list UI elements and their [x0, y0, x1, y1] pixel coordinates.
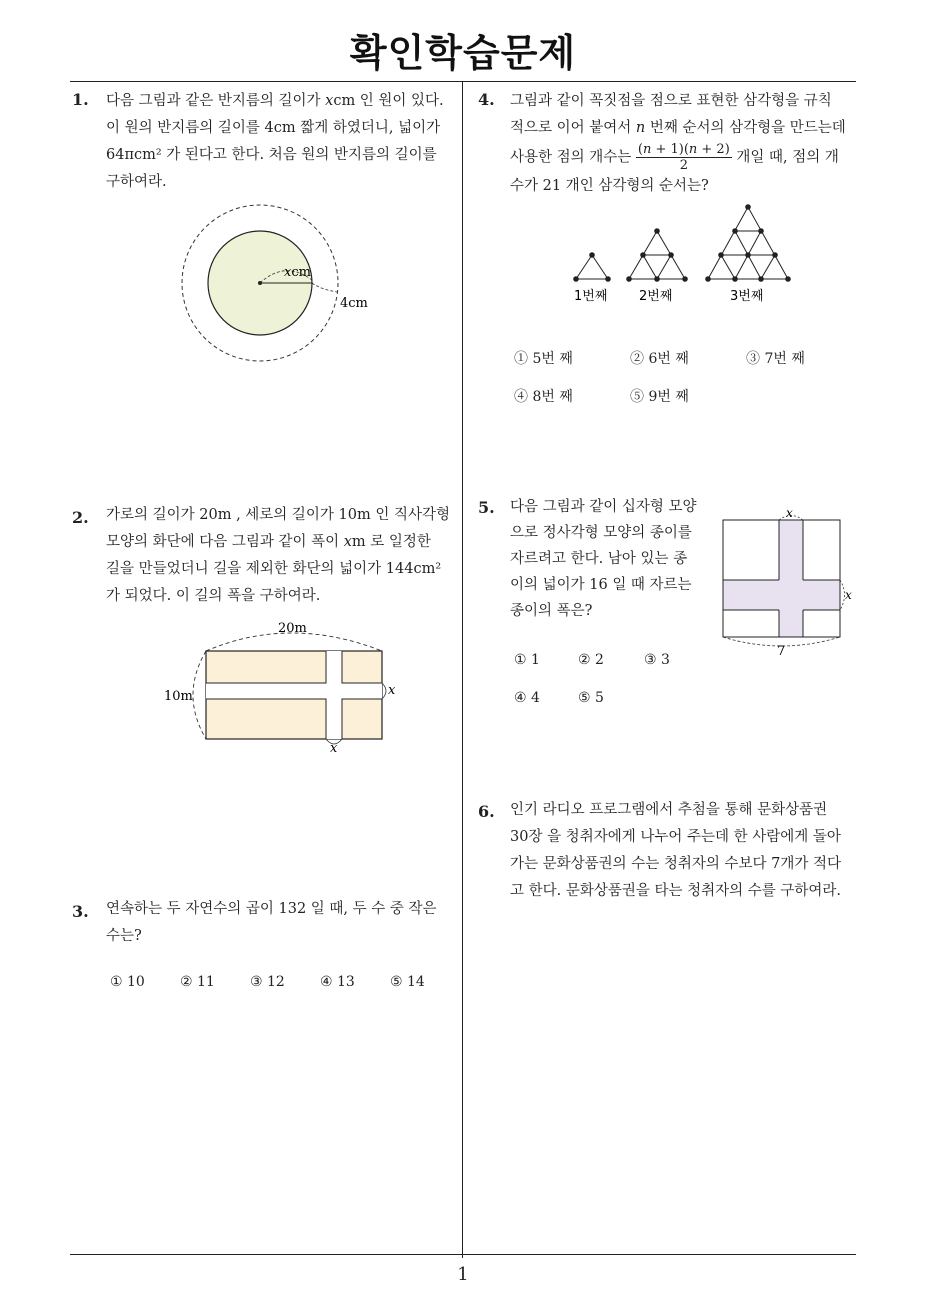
q1-line: 다음 그림과 같은 반지름의 길이가 𝑥cm 인 원이 있다. [106, 93, 444, 109]
x-brace-right [840, 580, 845, 610]
q2-line: 가로의 길이가 20m , 세로의 길이가 10m 인 직사각형 [106, 507, 451, 523]
q4-line: 그림과 같이 꼭짓점을 점으로 표현한 삼각형을 규칙 [510, 93, 832, 109]
label-7: 7 [777, 644, 786, 659]
page-title: 확인학습문제 [349, 31, 577, 75]
q2-line: 모양의 화단에 다음 그림과 같이 폭이 𝑥m 로 일정한 [106, 534, 431, 550]
q4-line-part: 개일 때, 점의 개 [736, 149, 839, 166]
q1-circle-figure [180, 200, 380, 370]
label-x-bottom: 𝑥 [330, 741, 338, 755]
choice[interactable]: ④ 8번 째 [514, 389, 573, 405]
triangle-3 [706, 205, 791, 282]
x-brace-right [382, 683, 386, 699]
q4-line: 수가 21 개인 삼각형의 순서는? [510, 178, 709, 194]
q4-triangle-figure [560, 200, 810, 305]
q1-text [106, 88, 458, 196]
choice[interactable]: ① 10 [110, 974, 145, 990]
q3-number: 3. [72, 902, 89, 921]
fraction-denominator: 2 [679, 158, 688, 173]
bottom-rule [70, 1254, 856, 1255]
page-number: 1 [457, 1264, 469, 1285]
q1-line: 구하여라. [106, 174, 167, 190]
choice[interactable]: ⑤ 5 [578, 690, 604, 706]
q3-line: 연속하는 두 자연수의 곱이 132 일 때, 두 수 중 작은 [106, 901, 437, 917]
label-x-right: 𝑥 [388, 683, 396, 698]
label-2nd: 2번째 [639, 289, 673, 304]
q2-garden-figure [160, 615, 410, 755]
q6-line: 30장 을 청취자에게 나누어 주는데 한 사람에게 돌아 [510, 829, 841, 845]
cross-horizontal [723, 580, 840, 610]
choice[interactable]: ③ 12 [250, 974, 285, 990]
label-x-top: 𝑥 [786, 506, 793, 520]
q5-line: 이의 넓이가 16 일 때 자르는 [510, 577, 692, 593]
q6-line: 가는 문화상품권의 수는 청취자의 수보다 7개가 적다 [510, 856, 842, 872]
q5-line: 자르려고 한다. 남아 있는 종 [510, 551, 688, 567]
q2-number: 2. [72, 508, 89, 527]
q5-number: 5. [478, 498, 495, 517]
q4-line-part: 사용한 점의 개수는 [510, 149, 632, 166]
horizontal-path [206, 683, 382, 699]
extension-brace [312, 283, 338, 292]
q3-choices [110, 974, 450, 996]
choice[interactable]: ④ 4 [514, 690, 540, 706]
q1-number: 1. [72, 90, 89, 109]
choice[interactable]: ⑤ 9번 째 [630, 389, 689, 405]
q4-choices [514, 348, 854, 408]
q3-text [106, 896, 458, 950]
q1-line: 이 원의 반지름의 길이를 4cm 짧게 하였더니, 넓이가 [106, 120, 441, 136]
q2-line: 길을 만들었더니 길을 제외한 화단의 넓이가 144cm² [106, 561, 442, 577]
label-4: 4cm [340, 296, 368, 311]
top-rule [70, 81, 856, 82]
q4-line [510, 142, 860, 173]
q2-text [106, 502, 458, 610]
choice[interactable]: ⑤ 14 [390, 974, 425, 990]
choice[interactable]: ② 6번 째 [630, 351, 689, 367]
q5-line: 으로 정사각형 모양의 종이를 [510, 525, 692, 541]
fraction [636, 142, 732, 173]
q5-line: 다음 그림과 같이 십자형 모양 [510, 499, 697, 515]
column-divider [462, 81, 463, 1258]
choice[interactable]: ④ 13 [320, 974, 355, 990]
q2-line: 가 되었다. 이 길의 폭을 구하여라. [106, 588, 321, 604]
q5-text [510, 494, 710, 624]
height-brace [193, 651, 206, 739]
label-10m: 10m [164, 689, 193, 704]
fraction-numerator: (𝑛 + 1)(𝑛 + 2) [637, 142, 730, 157]
triangle-1 [574, 253, 611, 282]
q5-line: 종이의 폭은? [510, 603, 593, 619]
label-x: 𝑥cm [284, 265, 311, 280]
q6-text [510, 797, 860, 905]
q4-text [510, 88, 860, 200]
choice[interactable]: ② 2 [578, 652, 604, 668]
label-1st: 1번째 [574, 289, 608, 304]
vertical-path [326, 651, 342, 739]
q4-line: 적으로 이어 붙여서 𝑛 번째 순서의 삼각형을 만드는데 [510, 120, 846, 136]
cross-vertical [779, 520, 803, 637]
choice[interactable]: ② 11 [180, 974, 215, 990]
label-x-right: 𝑥 [845, 588, 852, 602]
triangle-2 [627, 229, 688, 282]
q5-choices [514, 652, 754, 712]
q5-cross-figure [712, 505, 862, 660]
q6-line: 고 한다. 문화상품권을 타는 청취자의 수를 구하여라. [510, 883, 842, 899]
q6-line: 인기 라디오 프로그램에서 추첨을 통해 문화상품권 [510, 802, 828, 818]
q1-line: 64πcm² 가 된다고 한다. 처음 원의 반지름의 길이를 [106, 147, 437, 163]
choice[interactable]: ③ 7번 째 [746, 351, 805, 367]
q6-number: 6. [478, 802, 495, 821]
choice[interactable]: ③ 3 [644, 652, 670, 668]
choice[interactable]: ① 1 [514, 652, 540, 668]
label-3rd: 3번째 [730, 289, 764, 304]
choice[interactable]: ① 5번 째 [514, 351, 573, 367]
q3-line: 수는? [106, 928, 142, 944]
label-20m: 20m [278, 621, 307, 636]
q4-number: 4. [478, 90, 495, 109]
